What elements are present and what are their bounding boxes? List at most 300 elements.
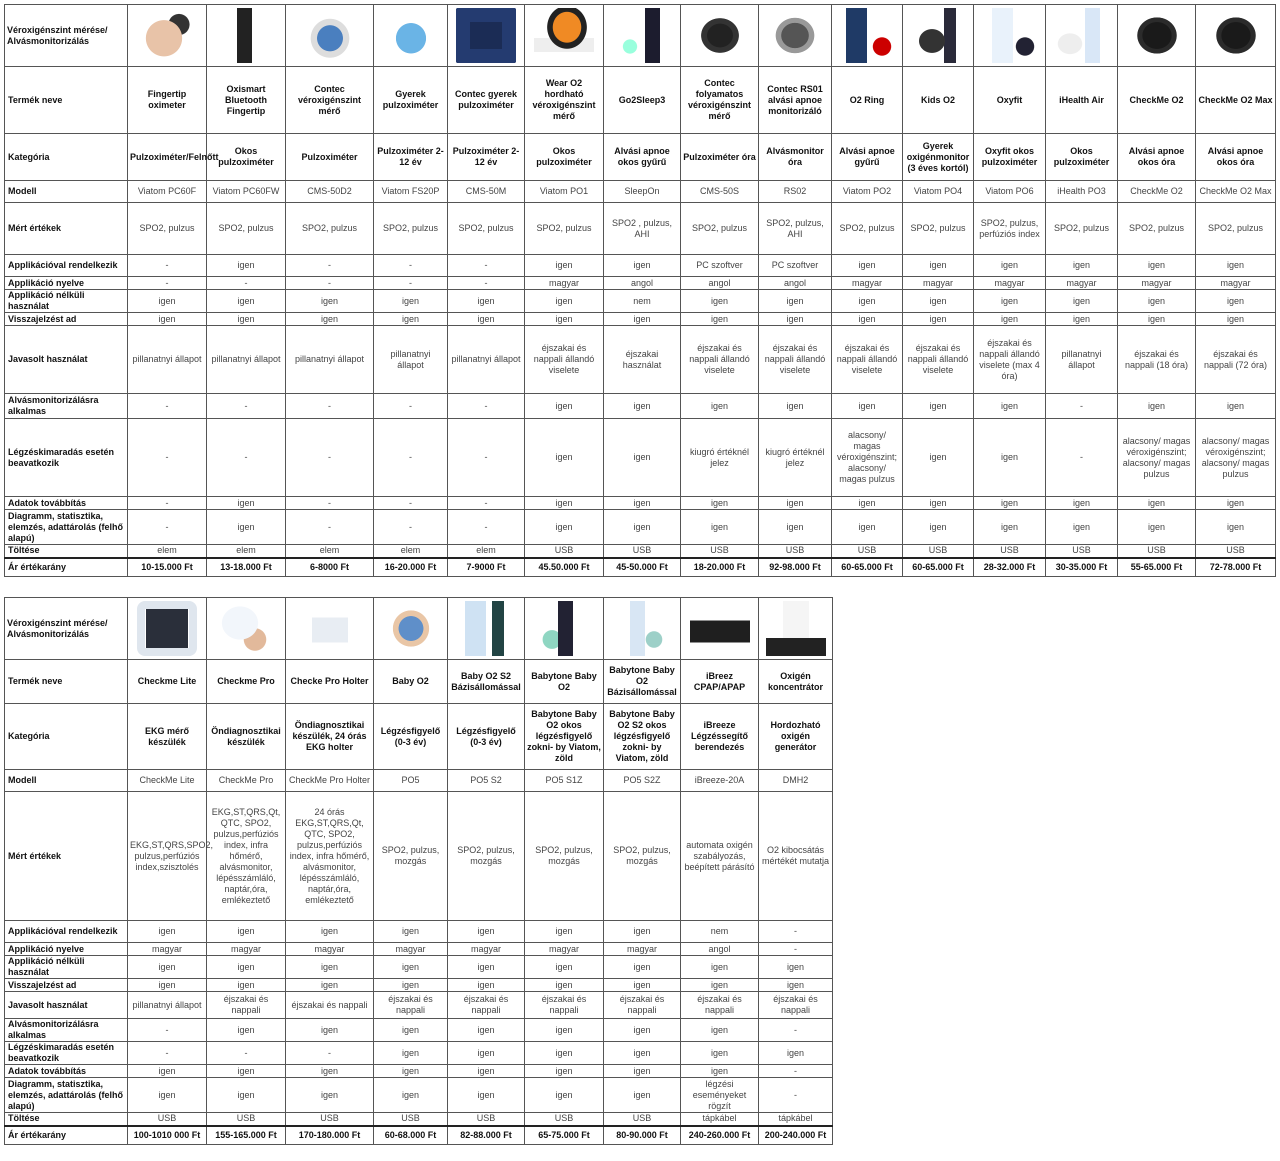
table-cell: igen bbox=[374, 1019, 448, 1042]
row-label: Diagramm, statisztika, elemzés, adattárolás (felhő alapú) bbox=[5, 1078, 128, 1113]
table-cell: - bbox=[128, 255, 207, 277]
table-cell: igen bbox=[604, 1042, 681, 1065]
table-cell: SPO2, pulzus bbox=[1046, 203, 1118, 255]
table-cell: 60-68.000 Ft bbox=[374, 1126, 448, 1145]
table-cell: alacsony/ magas véroxigénszint; alacsony/ magas pulzus bbox=[1118, 419, 1196, 497]
table-cell: Fingertip oximeter bbox=[128, 67, 207, 134]
table-cell: igen bbox=[207, 956, 286, 979]
table-cell: igen bbox=[1046, 255, 1118, 277]
table-cell: igen bbox=[525, 1078, 604, 1113]
table-cell: - bbox=[128, 277, 207, 290]
table-cell: PO5 S1Z bbox=[525, 770, 604, 792]
table-cell: igen bbox=[286, 313, 374, 326]
table-cell: - bbox=[374, 419, 448, 497]
table-cell: igen bbox=[832, 255, 903, 277]
table-row bbox=[5, 1042, 833, 1065]
table-cell: pillanatnyi állapot bbox=[374, 326, 448, 394]
table-cell: alacsony/ magas véroxigénszint; alacsony/ magas pulzus bbox=[832, 419, 903, 497]
table-cell: USB bbox=[681, 545, 759, 558]
table-cell: igen bbox=[681, 1065, 759, 1078]
table-cell: magyar bbox=[448, 943, 525, 956]
table-cell: Alvási apnoe okos óra bbox=[1196, 134, 1276, 181]
table-cell: elem bbox=[448, 545, 525, 558]
table-cell: automata oxigén szabályozás, beépített párásító bbox=[681, 792, 759, 921]
table-cell: Légzésfigyelő (0-3 év) bbox=[374, 704, 448, 770]
table-cell: igen bbox=[525, 497, 604, 510]
table-cell: Viatom PC60F bbox=[128, 181, 207, 203]
table-row bbox=[5, 956, 833, 979]
table-cell: Viatom PO4 bbox=[903, 181, 974, 203]
table-cell: 155-165.000 Ft bbox=[207, 1126, 286, 1145]
table-cell: - bbox=[286, 1042, 374, 1065]
table-cell: - bbox=[207, 394, 286, 419]
table-cell: éjszakai és nappali bbox=[286, 992, 374, 1019]
table-row bbox=[5, 660, 833, 704]
table-cell: - bbox=[128, 419, 207, 497]
table-cell: igen bbox=[681, 290, 759, 313]
table-cell: igen bbox=[1118, 394, 1196, 419]
table-cell: igen bbox=[128, 290, 207, 313]
product-image bbox=[908, 8, 968, 63]
product-image-cell bbox=[374, 598, 448, 660]
table-cell: USB bbox=[525, 545, 604, 558]
table-cell: PO5 S2 bbox=[448, 770, 525, 792]
table-cell: - bbox=[374, 277, 448, 290]
product-image bbox=[456, 601, 516, 656]
table-cell: igen bbox=[448, 979, 525, 992]
table-row bbox=[5, 1019, 833, 1042]
table-cell: igen bbox=[128, 313, 207, 326]
table-cell: igen bbox=[604, 510, 681, 545]
table-cell: - bbox=[448, 497, 525, 510]
table-cell: éjszakai és nappali bbox=[525, 992, 604, 1019]
table-cell: iHealth Air bbox=[1046, 67, 1118, 134]
row-label: Ár értékarány bbox=[5, 558, 128, 577]
table-cell: angol bbox=[681, 277, 759, 290]
table-cell: 30-35.000 Ft bbox=[1046, 558, 1118, 577]
row-label: Visszajelzést ad bbox=[5, 313, 128, 326]
table-cell: igen bbox=[1046, 313, 1118, 326]
row-label: Applikáció nélküli használat bbox=[5, 956, 128, 979]
table-cell: PO5 S2Z bbox=[604, 770, 681, 792]
table-cell: éjszakai és nappali állandó viselete bbox=[681, 326, 759, 394]
table-cell: igen bbox=[448, 290, 525, 313]
table-cell: Okos pulzoximéter bbox=[1046, 134, 1118, 181]
table-cell: igen bbox=[374, 956, 448, 979]
table-cell: igen bbox=[759, 313, 832, 326]
table-cell: pillanatnyi állapot bbox=[286, 326, 374, 394]
table-row bbox=[5, 1113, 833, 1126]
table-cell: éjszakai és nappali állandó viselete (max 4 óra) bbox=[974, 326, 1046, 394]
table-cell: - bbox=[448, 277, 525, 290]
product-image-cell bbox=[207, 5, 286, 67]
table-row bbox=[5, 497, 1276, 510]
table-cell: - bbox=[759, 1019, 833, 1042]
table-cell: Contec RS01 alvási apnoe monitorizáló bbox=[759, 67, 832, 134]
table-cell: Viatom FS20P bbox=[374, 181, 448, 203]
product-image-cell bbox=[759, 5, 832, 67]
table-cell: igen bbox=[1196, 394, 1276, 419]
table-cell: CMS-50M bbox=[448, 181, 525, 203]
table-cell: Contec gyerek pulzoximéter bbox=[448, 67, 525, 134]
table-cell: igen bbox=[832, 290, 903, 313]
table-cell: igen bbox=[128, 979, 207, 992]
table-cell: Légzésfigyelő (0-3 év) bbox=[448, 704, 525, 770]
table-row bbox=[5, 134, 1276, 181]
table-cell: - bbox=[207, 1042, 286, 1065]
table-cell: igen bbox=[286, 921, 374, 943]
table-cell: igen bbox=[1118, 290, 1196, 313]
table-cell: CMS-50S bbox=[681, 181, 759, 203]
product-image bbox=[137, 8, 197, 63]
table-title: Véroxigénszint mérése/ Alvásmonitorizálás bbox=[5, 5, 128, 67]
row-label: Applikációval rendelkezik bbox=[5, 255, 128, 277]
table-cell: kiugró értéknél jelez bbox=[759, 419, 832, 497]
product-image-cell bbox=[128, 5, 207, 67]
product-image bbox=[690, 8, 750, 63]
table-cell: pillanatnyi állapot bbox=[1046, 326, 1118, 394]
table-row bbox=[5, 992, 833, 1019]
table-cell: Okos pulzoximéter bbox=[525, 134, 604, 181]
row-label: Applikáció nélküli használat bbox=[5, 290, 128, 313]
table-cell: igen bbox=[207, 921, 286, 943]
table-cell: RS02 bbox=[759, 181, 832, 203]
table-cell: magyar bbox=[286, 943, 374, 956]
table-cell: pillanatnyi állapot bbox=[207, 326, 286, 394]
table-cell: igen bbox=[903, 394, 974, 419]
table-cell: igen bbox=[974, 419, 1046, 497]
table-cell: CheckMe Lite bbox=[128, 770, 207, 792]
table-row bbox=[5, 979, 833, 992]
table-cell: igen bbox=[681, 1042, 759, 1065]
table-cell: SPO2, pulzus bbox=[525, 203, 604, 255]
table-row bbox=[5, 921, 833, 943]
table-cell: igen bbox=[974, 510, 1046, 545]
table-cell: alacsony/ magas véroxigénszint; alacsony/ magas pulzus bbox=[1196, 419, 1276, 497]
table-cell: igen bbox=[448, 1042, 525, 1065]
table-cell: SPO2, pulzus, perfúziós index bbox=[974, 203, 1046, 255]
table-cell: - bbox=[374, 510, 448, 545]
table-cell: CheckMe O2 Max bbox=[1196, 181, 1276, 203]
table-cell: igen bbox=[903, 510, 974, 545]
table-cell: SPO2, pulzus bbox=[903, 203, 974, 255]
table-cell: magyar bbox=[374, 943, 448, 956]
table-cell: igen bbox=[525, 419, 604, 497]
table-row bbox=[5, 558, 1276, 577]
table-cell: Checkme Lite bbox=[128, 660, 207, 704]
table-cell: éjszakai és nappali (18 óra) bbox=[1118, 326, 1196, 394]
table-cell: igen bbox=[832, 313, 903, 326]
row-label: Kategória bbox=[5, 134, 128, 181]
product-image-cell bbox=[604, 5, 681, 67]
table-cell: 200-240.000 Ft bbox=[759, 1126, 833, 1145]
table-cell: 45-50.000 Ft bbox=[604, 558, 681, 577]
table-cell: SPO2, pulzus bbox=[1196, 203, 1276, 255]
table-cell: Alvási apnoe okos gyűrű bbox=[604, 134, 681, 181]
product-image-cell bbox=[525, 5, 604, 67]
table-cell: Contec véroxigénszint mérő bbox=[286, 67, 374, 134]
table-cell: SPO2, pulzus bbox=[832, 203, 903, 255]
row-label: Modell bbox=[5, 181, 128, 203]
row-label: Visszajelzést ad bbox=[5, 979, 128, 992]
table-cell: igen bbox=[604, 313, 681, 326]
table-cell: SPO2, pulzus bbox=[448, 203, 525, 255]
table-cell: igen bbox=[604, 1019, 681, 1042]
table-cell: igen bbox=[832, 497, 903, 510]
table-cell: CheckMe O2 bbox=[1118, 67, 1196, 134]
table-cell: - bbox=[207, 419, 286, 497]
table-cell: SPO2, pulzus, AHI bbox=[759, 203, 832, 255]
row-label: Termék neve bbox=[5, 67, 128, 134]
row-label: Adatok továbbítás bbox=[5, 1065, 128, 1078]
table-cell: - bbox=[759, 921, 833, 943]
table-cell: magyar bbox=[832, 277, 903, 290]
table-cell: 65-75.000 Ft bbox=[525, 1126, 604, 1145]
product-image bbox=[216, 601, 276, 656]
table-row bbox=[5, 704, 833, 770]
table-cell: légzési eseményeket rögzít bbox=[681, 1078, 759, 1113]
table-cell: - bbox=[759, 1078, 833, 1113]
row-label: Adatok továbbítás bbox=[5, 497, 128, 510]
row-label: Mért értékek bbox=[5, 792, 128, 921]
table-cell: igen bbox=[759, 394, 832, 419]
table-cell: Oxyfit okos pulzoximéter bbox=[974, 134, 1046, 181]
table-cell: Viatom PO1 bbox=[525, 181, 604, 203]
table-cell: PC szoftver bbox=[759, 255, 832, 277]
table-cell: USB bbox=[604, 1113, 681, 1126]
product-image-cell bbox=[448, 598, 525, 660]
table-cell: igen bbox=[525, 1065, 604, 1078]
row-label: Applikáció nyelve bbox=[5, 277, 128, 290]
table-cell: igen bbox=[604, 979, 681, 992]
table-cell: Pulzoximéter bbox=[286, 134, 374, 181]
table-cell: 28-32.000 Ft bbox=[974, 558, 1046, 577]
table-cell: igen bbox=[374, 290, 448, 313]
table-cell: SPO2, pulzus bbox=[128, 203, 207, 255]
row-label: Modell bbox=[5, 770, 128, 792]
table-cell: - bbox=[128, 510, 207, 545]
table-cell: igen bbox=[525, 394, 604, 419]
table-cell: igen bbox=[525, 921, 604, 943]
table-cell: Babytone Baby O2 Bázisállomással bbox=[604, 660, 681, 704]
product-image-cell bbox=[681, 598, 759, 660]
product-image bbox=[381, 8, 441, 63]
table-cell: igen bbox=[1118, 510, 1196, 545]
table-row bbox=[5, 419, 1276, 497]
table-cell: Checkme Pro bbox=[207, 660, 286, 704]
row-label: Töltése bbox=[5, 1113, 128, 1126]
table-cell: SPO2, pulzus, mozgás bbox=[374, 792, 448, 921]
table-cell: igen bbox=[128, 1065, 207, 1078]
table-cell: igen bbox=[903, 419, 974, 497]
table-cell: - bbox=[448, 394, 525, 419]
table-cell: CheckMe Pro bbox=[207, 770, 286, 792]
product-image bbox=[137, 601, 197, 656]
table-cell: igen bbox=[286, 1065, 374, 1078]
table-cell: éjszakai és nappali bbox=[759, 992, 833, 1019]
table-cell: igen bbox=[1118, 497, 1196, 510]
table-cell: éjszakai és nappali állandó viselete bbox=[832, 326, 903, 394]
table-cell: 55-65.000 Ft bbox=[1118, 558, 1196, 577]
table-cell: - bbox=[1046, 394, 1118, 419]
table-cell: igen bbox=[681, 510, 759, 545]
product-image-cell bbox=[286, 5, 374, 67]
comparison-table-2 bbox=[4, 597, 833, 1145]
product-image-cell bbox=[1046, 5, 1118, 67]
row-label: Mért értékek bbox=[5, 203, 128, 255]
table-cell: magyar bbox=[525, 277, 604, 290]
table-cell: igen bbox=[207, 510, 286, 545]
table-cell: igen bbox=[128, 921, 207, 943]
row-label: Applikációval rendelkezik bbox=[5, 921, 128, 943]
table-cell: - bbox=[207, 277, 286, 290]
table-cell: igen bbox=[974, 290, 1046, 313]
table-cell: SPO2, pulzus, mozgás bbox=[525, 792, 604, 921]
table-cell: CheckMe Pro Holter bbox=[286, 770, 374, 792]
table-cell: igen bbox=[759, 979, 833, 992]
table-cell: pillanatnyi állapot bbox=[448, 326, 525, 394]
table-cell: igen bbox=[525, 979, 604, 992]
product-image-cell bbox=[128, 598, 207, 660]
table-cell: igen bbox=[681, 394, 759, 419]
table-cell: igen bbox=[759, 510, 832, 545]
table-cell: Checke Pro Holter bbox=[286, 660, 374, 704]
table-cell: pillanatnyi állapot bbox=[128, 992, 207, 1019]
table-cell: EKG,ST,QRS,Qt, QTC, SPO2, pulzus,perfúziós index, infra hőmérő, alvásmonitor, lépésszámláló, naptár,óra, emlékeztető bbox=[207, 792, 286, 921]
table-cell: USB bbox=[1196, 545, 1276, 558]
table-cell: igen bbox=[525, 956, 604, 979]
product-image-cell bbox=[974, 5, 1046, 67]
table-cell: igen bbox=[286, 979, 374, 992]
table-cell: 60-65.000 Ft bbox=[903, 558, 974, 577]
table-cell: igen bbox=[903, 497, 974, 510]
table-cell: O2 kibocsátás mértékét mutatja bbox=[759, 792, 833, 921]
table-cell: igen bbox=[374, 1042, 448, 1065]
product-image-cell bbox=[681, 5, 759, 67]
table-cell: 10-15.000 Ft bbox=[128, 558, 207, 577]
table-cell: CheckMe O2 bbox=[1118, 181, 1196, 203]
table-cell: magyar bbox=[525, 943, 604, 956]
table-cell: USB bbox=[448, 1113, 525, 1126]
table-cell: - bbox=[128, 1042, 207, 1065]
table-cell: 80-90.000 Ft bbox=[604, 1126, 681, 1145]
product-image-cell bbox=[832, 5, 903, 67]
table-cell: - bbox=[128, 1019, 207, 1042]
table-cell: 13-18.000 Ft bbox=[207, 558, 286, 577]
table-cell: EKG mérő készülék bbox=[128, 704, 207, 770]
table-cell: - bbox=[286, 497, 374, 510]
table-cell: igen bbox=[974, 313, 1046, 326]
table-title: Véroxigénszint mérése/ Alvásmonitorizálás bbox=[5, 598, 128, 660]
table-cell: iBreeze Légzéssegítő berendezés bbox=[681, 704, 759, 770]
product-image-cell bbox=[207, 598, 286, 660]
table-cell: igen bbox=[681, 313, 759, 326]
table-row bbox=[5, 203, 1276, 255]
table-cell: Viatom PO2 bbox=[832, 181, 903, 203]
product-image-cell bbox=[604, 598, 681, 660]
table-cell: Pulzoximéter 2-12 év bbox=[374, 134, 448, 181]
table-cell: - bbox=[374, 497, 448, 510]
product-image-cell bbox=[448, 5, 525, 67]
table-row bbox=[5, 277, 1276, 290]
product-image bbox=[534, 601, 594, 656]
row-label: Termék neve bbox=[5, 660, 128, 704]
table-cell: angol bbox=[604, 277, 681, 290]
table-cell: 6-8000 Ft bbox=[286, 558, 374, 577]
table-cell: magyar bbox=[128, 943, 207, 956]
table-cell: igen bbox=[286, 290, 374, 313]
row-label: Kategória bbox=[5, 704, 128, 770]
table-cell: magyar bbox=[1118, 277, 1196, 290]
table-cell: elem bbox=[207, 545, 286, 558]
table-cell: Öndiagnosztikai készülék bbox=[207, 704, 286, 770]
table-cell: éjszakai használat bbox=[604, 326, 681, 394]
product-image bbox=[612, 601, 672, 656]
table-cell: igen bbox=[207, 1019, 286, 1042]
table-cell: SPO2, pulzus bbox=[1118, 203, 1196, 255]
table-cell: éjszakai és nappali állandó viselete bbox=[759, 326, 832, 394]
table-cell: Oxismart Bluetooth Fingertip bbox=[207, 67, 286, 134]
row-label: Alvásmonitorizálásra alkalmas bbox=[5, 1019, 128, 1042]
table-cell: magyar bbox=[974, 277, 1046, 290]
table-cell: igen bbox=[1196, 255, 1276, 277]
product-image bbox=[1127, 8, 1187, 63]
table-cell: - bbox=[374, 394, 448, 419]
table-cell: éjszakai és nappali bbox=[604, 992, 681, 1019]
table-cell: EKG,ST,QRS,SPO2, pulzus,perfúziós index,szisztolés bbox=[128, 792, 207, 921]
table-cell: Pulzoximéter/Felnőtt bbox=[128, 134, 207, 181]
table-cell: - bbox=[286, 255, 374, 277]
table-cell: tápkábel bbox=[681, 1113, 759, 1126]
table-cell: USB bbox=[207, 1113, 286, 1126]
product-image bbox=[980, 8, 1040, 63]
table-cell: - bbox=[759, 1065, 833, 1078]
table-cell: éjszakai és nappali bbox=[681, 992, 759, 1019]
table-cell: Alvási apnoe gyűrű bbox=[832, 134, 903, 181]
table-cell: 100-1010 000 Ft bbox=[128, 1126, 207, 1145]
table-cell: SleepOn bbox=[604, 181, 681, 203]
table-cell: SPO2, pulzus, mozgás bbox=[604, 792, 681, 921]
table-cell: igen bbox=[448, 313, 525, 326]
table-cell: igen bbox=[286, 1019, 374, 1042]
table-cell: SPO2, pulzus bbox=[207, 203, 286, 255]
table-cell: USB bbox=[832, 545, 903, 558]
table-cell: USB bbox=[604, 545, 681, 558]
row-label: Javasolt használat bbox=[5, 992, 128, 1019]
product-image-cell bbox=[286, 598, 374, 660]
table-cell: igen bbox=[681, 1019, 759, 1042]
table-cell: 72-78.000 Ft bbox=[1196, 558, 1276, 577]
table-cell: iBreeze-20A bbox=[681, 770, 759, 792]
table-row bbox=[5, 770, 833, 792]
product-image bbox=[534, 8, 594, 63]
product-image bbox=[300, 601, 360, 656]
row-label: Légzéskimaradás esetén beavatkozik bbox=[5, 1042, 128, 1065]
table-cell: igen bbox=[1046, 497, 1118, 510]
table-cell: igen bbox=[1118, 255, 1196, 277]
table-cell: magyar bbox=[207, 943, 286, 956]
table-row bbox=[5, 290, 1276, 313]
table-cell: 92-98.000 Ft bbox=[759, 558, 832, 577]
table-cell: PO5 bbox=[374, 770, 448, 792]
table-cell: igen bbox=[207, 290, 286, 313]
table-row bbox=[5, 1078, 833, 1113]
table-cell: éjszakai és nappali bbox=[207, 992, 286, 1019]
table-cell: Babytone Baby O2 okos légzésfigyelő zokni- by Viatom, zöld bbox=[525, 704, 604, 770]
table-cell: igen bbox=[974, 255, 1046, 277]
table-cell: - bbox=[448, 419, 525, 497]
table-cell: 170-180.000 Ft bbox=[286, 1126, 374, 1145]
